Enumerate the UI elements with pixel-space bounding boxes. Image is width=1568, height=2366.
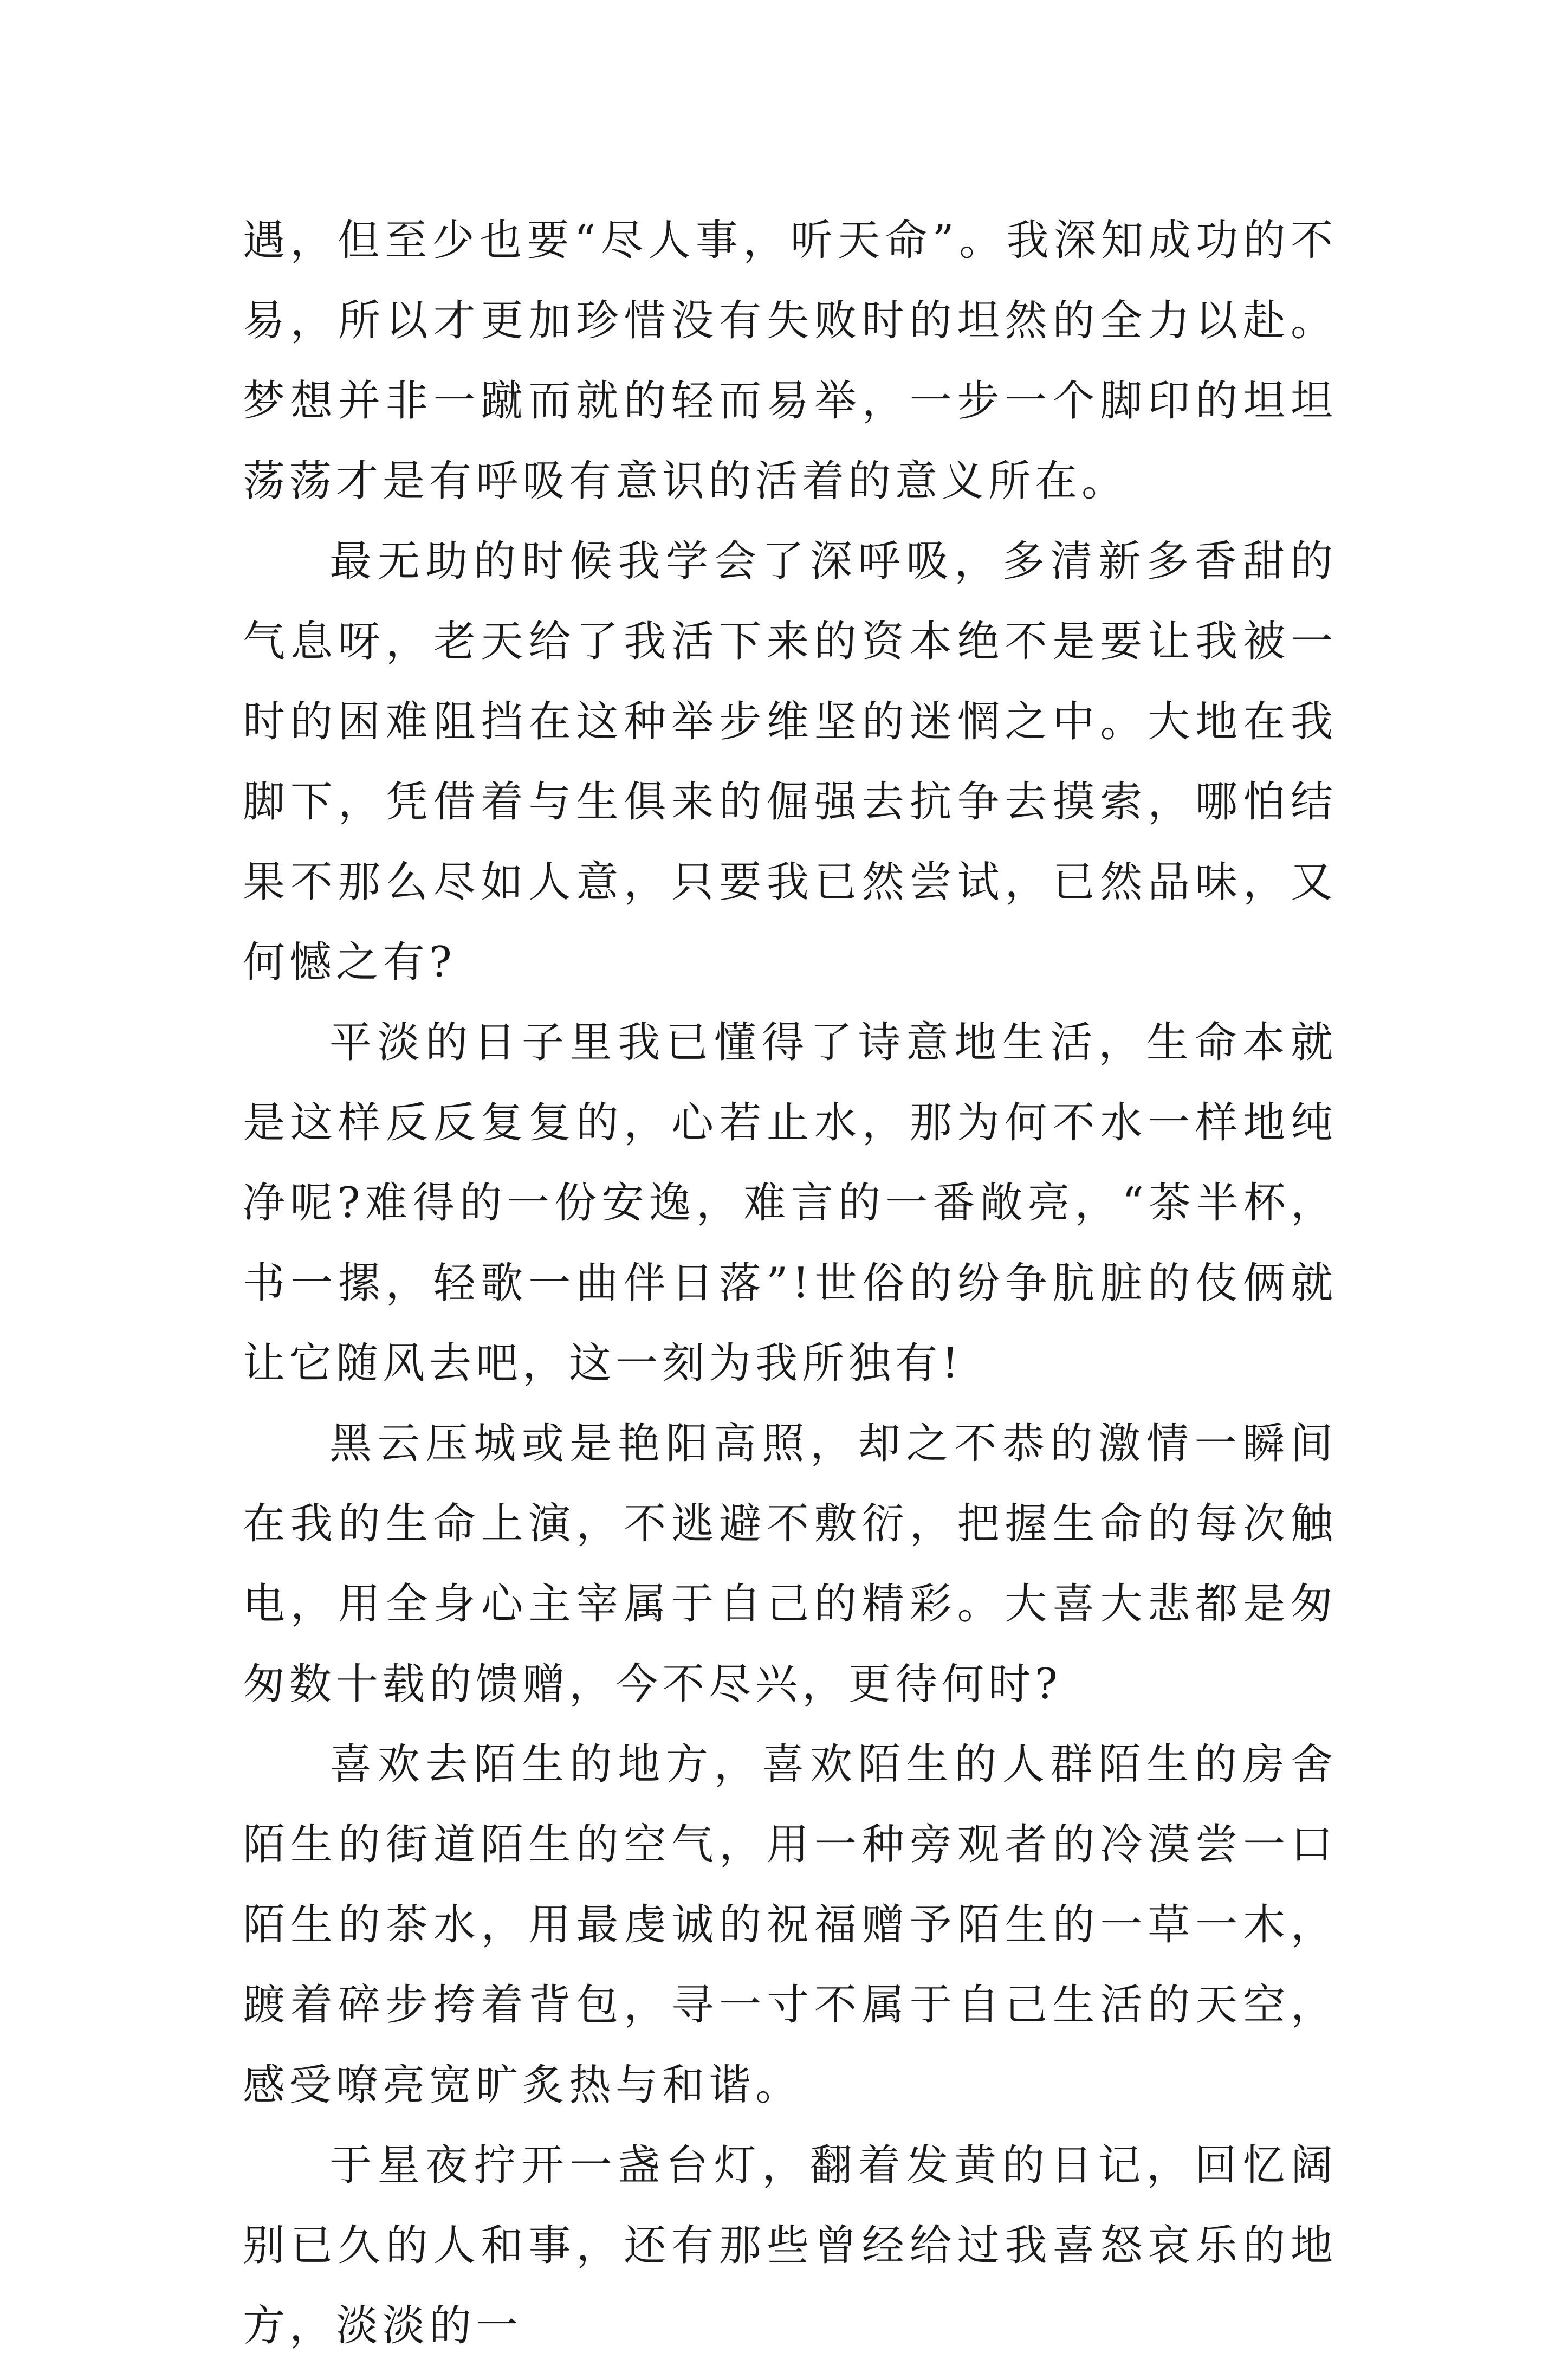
- paragraph-2: 最无助的时候我学会了深呼吸，多清新多香甜的气息呀，老天给了我活下来的资本绝不是要让我被一时的困难阻挡在这种举步维坚的迷惘之中。大地在我脚下，凭借着与生俱来的倔强去抗争去摸索，哪怕结果不那么尽如人意，只要我已然尝试，已然品味，又何憾之有?: [243, 537, 1337, 987]
- paragraph-3: 平淡的日子里我已懂得了诗意地生活，生命本就是这样反反复复的，心若止水，那为何不水一样地纯净呢?难得的一份安逸，难言的一番敞亮，“茶半杯，书一摞，轻歌一曲伴日落”!世俗的纷争肮脏的伎俩就让它随风去吧，这一刻为我所独有!: [243, 1018, 1337, 1388]
- document-body: [243, 201, 1337, 2366]
- paragraph-6: 于星夜拧开一盏台灯，翻着发黄的日记，回忆阔别已久的人和事，还有那些曾经给过我喜怒哀乐的地方，淡淡的一: [243, 2141, 1337, 2350]
- paragraph-4: 黑云压城或是艳阳高照，却之不恭的激情一瞬间在我的生命上演，不逃避不敷衍，把握生命的每次触电，用全身心主宰属于自己的精彩。大喜大悲都是匆匆数十载的馈赠，今不尽兴，更待何时?: [243, 1419, 1337, 1709]
- paragraph-5: 喜欢去陌生的地方，喜欢陌生的人群陌生的房舍陌生的街道陌生的空气，用一种旁观者的冷漠尝一口陌生的茶水，用最虔诚的祝福赠予陌生的一草一木，踱着碎步挎着背包，寻一寸不属于自己生活的天空，感受嘹亮宽旷炙热与和谐。: [243, 1740, 1337, 2110]
- paragraph-1: 遇，但至少也要“尽人事，听天命”。我深知成功的不易，所以才更加珍惜没有失败时的坦然的全力以赴。梦想并非一蹴而就的轻而易举，一步一个脚印的坦坦荡荡才是有呼吸有意识的活着的意义所在。: [243, 216, 1337, 506]
